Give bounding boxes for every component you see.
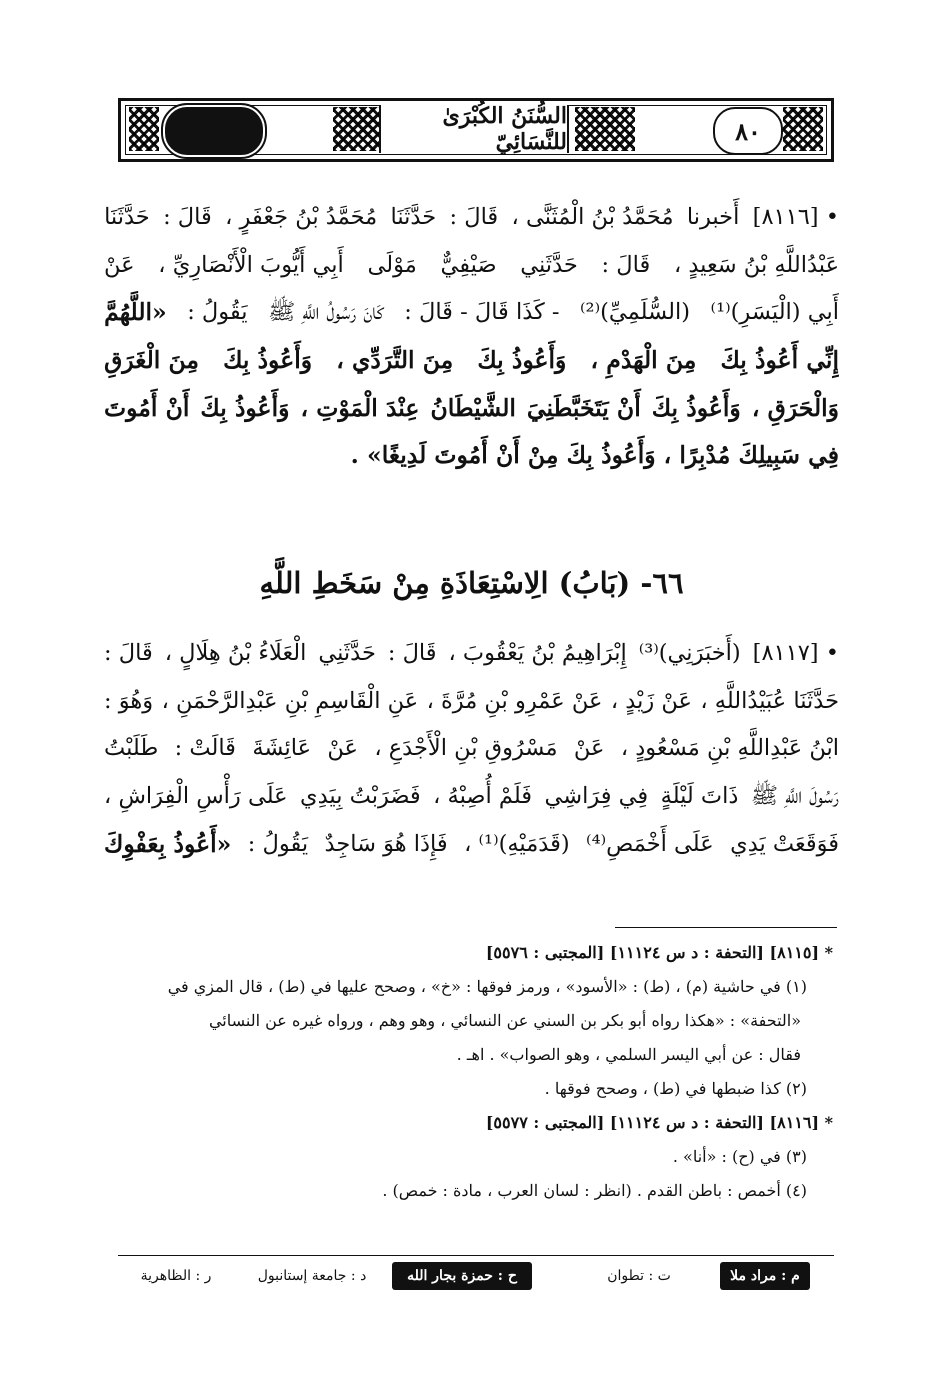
text-span: وَأَعُوذُ بِكَ مِنْ أَنْ أَمُوتَ لَدِيغًا» . [350, 441, 656, 470]
text-line [104, 385, 839, 433]
text-span: مَسْرُوقِ بْنِ الْأَجْدَعِ ، [374, 735, 558, 762]
text-span: فِي سَبِيلِكَ مُدْبِرًا ، [663, 441, 839, 470]
text-span: وَأَعُوذُ بِكَ [651, 393, 741, 422]
text-span: يَقُولُ : [247, 830, 309, 857]
footnote-item: (١) في حاشية (م) ، (ط) : «الأسود» ، ورمز فوقها : «خ» ، وصحح عليها في (ط) ، قال المزي في [167, 977, 807, 996]
footnote-item: (٣) في (ح) : «أنا» . [672, 1147, 807, 1166]
text-span: مَوْلَى [367, 251, 417, 278]
book-seal-logo [163, 105, 265, 157]
footnote-reference: * [٨١١٦] [التحفة : د س ١١١٢٤] [المجتبى : ٥٥٧٧] [485, 1113, 833, 1132]
text-span: فَلَمْ أُصِبْهُ ، [433, 783, 533, 810]
text-span: (أَخبَرَنِي)⁽³⁾ [638, 640, 741, 666]
text-span: عَائِشَةَ [252, 735, 311, 762]
bottom-divider [118, 1255, 834, 1256]
footnote-item: «التحفة» : «هكذا رواه أبو بكر بن السني عن النسائي ، وهو وهم ، ورواه غيره عن النسائي [208, 1011, 801, 1030]
text-span: ابْنُ عَبْدِاللَّهِ بْنِ مَسْعُودٍ ، [620, 735, 839, 762]
text-span: • [٨١١٦] [752, 204, 839, 230]
chapter-heading: ٦٦- (بَابُ) الِاسْتِعَاذَةِ مِنْ سَخَطِ اللَّهِ [259, 566, 684, 600]
footnote-item: (٢) كذا ضبطها في (ط) ، وصحح فوقها . [544, 1079, 807, 1098]
ornament-pattern [575, 107, 635, 151]
text-span: طَلَبْتُ [104, 735, 159, 762]
text-span: قَالَ : [104, 640, 153, 666]
text-span: مُحَمَّدُ بْنُ الْمُثَنَّى ، [511, 204, 674, 230]
text-span: وَأَعُوذُ بِكَ [477, 346, 567, 375]
footnote-reference: * [٨١١٥] [التحفة : د س ١١١٢٤] [المجتبى : ٥٥٧٦] [485, 943, 833, 962]
text-line [104, 773, 839, 821]
page-number: ٨٠ [713, 107, 783, 155]
text-span: فَإِذَا هُوَ سَاجِدٌ [324, 830, 448, 857]
text-span: وَأَعُوذُ بِكَ [200, 393, 290, 422]
text-span: حَدَّثَنَا [104, 204, 150, 230]
text-span: عِنْدَ الْمَوْتِ ، [300, 393, 420, 422]
footnotes [105, 936, 833, 1208]
text-line [104, 630, 839, 678]
text-line [104, 242, 839, 290]
text-line [104, 725, 839, 773]
ornament-pattern [783, 107, 823, 151]
text-line [104, 194, 839, 242]
text-span: عَنْ زَيْدٍ ، [610, 687, 692, 714]
text-span: كَانَ رَسُولُ اللَّهِ ﷺ [268, 299, 384, 326]
text-span: مُحَمَّدُ بْنُ جَعْفَرٍ ، [225, 204, 378, 230]
text-span: (قَدَمَيْهِ)⁽¹⁾ ، [464, 830, 570, 857]
footnote-item: (٤) أخمص : باطن القدم . (انظر : لسان العرب ، مادة : خمص) . [382, 1181, 807, 1200]
text-span: مِنَ التَّرَدِّي ، [336, 346, 454, 375]
footnote-item: فقال : عن أبي اليسر السلمي ، وهو الصواب» . اهـ . [456, 1045, 801, 1064]
credit-r: ر : الظاهرية [140, 1268, 212, 1284]
credit-d: د : جامعة إستانبول [257, 1268, 367, 1284]
text-span: قَالَ : [601, 251, 651, 278]
credit-m: م : مراد ملا [720, 1262, 810, 1290]
text-span: يَقُولُ : [187, 299, 248, 326]
text-span: قَالَ : [387, 640, 437, 666]
text-line [104, 432, 839, 480]
text-span: «أَعُوذُ بِعَفْوِكَ [104, 829, 232, 858]
text-span: عَنِ الْقَاسِمِ بْنِ عَبْدِالرَّحْمَنِ ، [161, 687, 419, 714]
text-line [104, 821, 839, 869]
text-span: حَدَّثَنِي [318, 640, 376, 666]
text-line [104, 337, 839, 385]
text-span: فَضَرَبْتُ بِيَدِي [300, 783, 421, 810]
text-span: عَنْ [327, 735, 358, 762]
credit-t: ت : تطوان [607, 1268, 671, 1284]
text-span: إِنِّي أَعُوذُ بِكَ [720, 346, 839, 375]
text-span: • [٨١١٧] [752, 640, 839, 666]
credit-h: ح : حمزة بجار الله [392, 1262, 532, 1290]
text-span: مِنَ الْغَرَقِ [104, 346, 199, 375]
book-title: السُّنَنُ الكُبْرَىٰ للنَّسَائِيّ [379, 105, 569, 153]
text-span: عَلَى أَخْمَصِ⁽⁴⁾ [586, 830, 714, 857]
text-span: قَالَ : [449, 204, 499, 230]
text-span: «اللَّهُمَّ [104, 298, 167, 327]
text-span: قَالَ : [163, 204, 212, 230]
text-span: رَسُولَ اللَّهِ ﷺ [750, 783, 839, 810]
text-span: عَنْ [573, 735, 605, 762]
text-span: حَدَّثَنَا عُبَيْدُاللَّهِ ، [700, 687, 839, 714]
text-span: عَنْ عَمْرِو بْنِ مُرَّةَ ، [426, 687, 603, 714]
text-line [104, 289, 839, 337]
manuscript-credits [118, 1262, 834, 1290]
text-span: قَالَتْ : [174, 735, 236, 762]
hadith-text-2 [104, 630, 839, 868]
text-span: وَهُوَ : [104, 687, 154, 714]
text-span: صَيْفِيٌّ [440, 251, 497, 278]
text-span: عَلَى رَأْسِ الْفِرَاشِ ، [104, 783, 288, 810]
text-span: أَبِي أَيُّوبَ الْأَنْصَارِيِّ ، [158, 251, 344, 278]
text-span: حَدَّثَنِي [520, 251, 578, 278]
text-span: فَوَقَعَتْ يَدِي [730, 830, 839, 857]
text-span: أَخبرنا [686, 204, 740, 230]
text-span: وَالْحَرَقِ ، [751, 393, 839, 422]
text-span: أَبِي (الْيَسَرِ)⁽¹⁾ [710, 299, 839, 326]
text-span: مِنَ الْهَدْمِ ، [590, 346, 697, 375]
text-span: حَدَّثَنَا [390, 204, 437, 230]
text-span: أَنْ يَتَخَبَّطَنِيَ [526, 393, 641, 422]
text-line [104, 678, 839, 726]
footnote-divider [615, 927, 837, 928]
text-span: (السُّلَمِيِّ)⁽²⁾ [580, 299, 691, 326]
text-span: وَأَعُوذُ بِكَ [223, 346, 313, 375]
text-span: عَبْدُاللَّهِ بْنُ سَعِيدٍ ، [673, 251, 839, 278]
text-span: إِبْرَاهِيمُ بْنُ يَعْقُوبَ ، [448, 640, 627, 666]
hadith-text [104, 194, 839, 480]
text-span: - كَذَا قَالَ - قَالَ : [404, 299, 560, 326]
ornament-pattern [129, 107, 159, 151]
text-span: فِي فِرَاشِي [544, 783, 649, 810]
text-span: الْعَلَاءُ بْنُ هِلَالٍ ، [164, 640, 307, 666]
text-span: أَنْ أَمُوتَ [104, 393, 190, 422]
page-header-banner [118, 98, 834, 162]
text-span: عَنْ [104, 251, 135, 278]
text-span: الشَّيْطَانُ [430, 393, 516, 422]
text-span: ذَاتَ لَيْلَةٍ [660, 783, 739, 810]
